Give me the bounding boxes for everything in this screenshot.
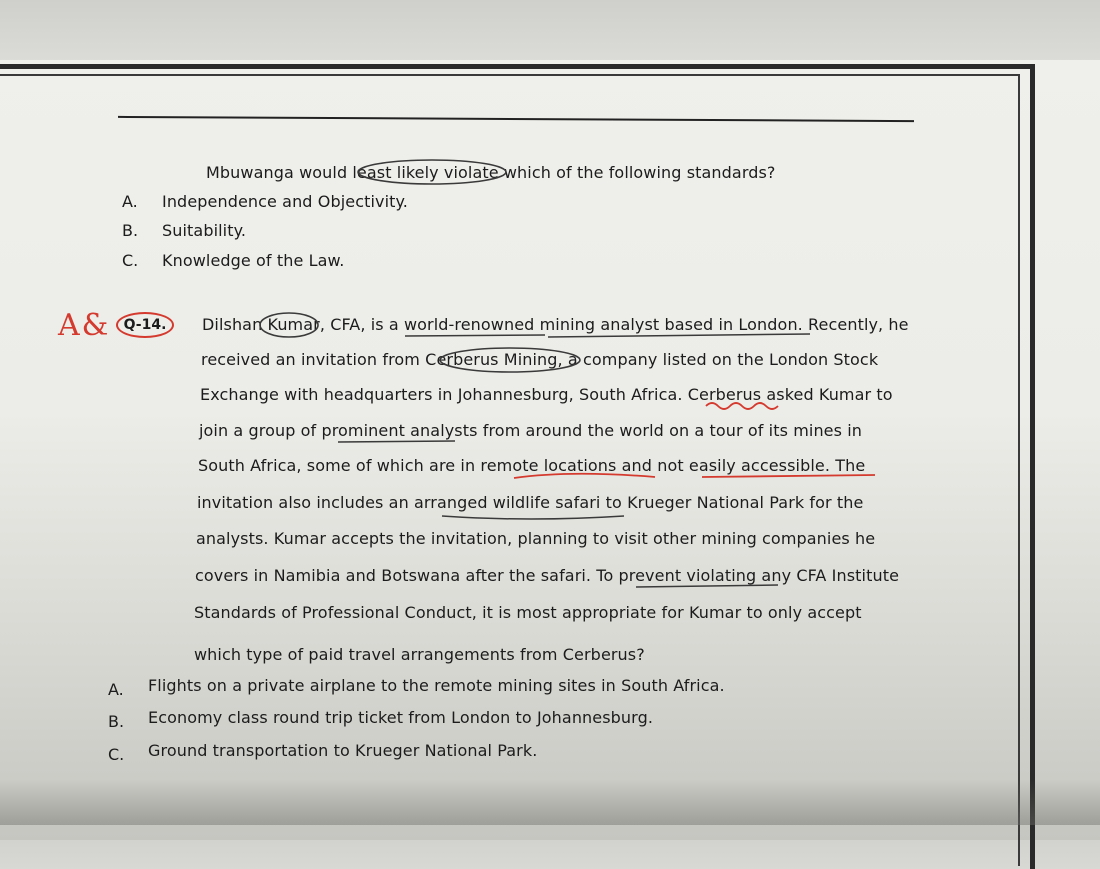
circle-kumar	[260, 313, 318, 337]
option-b-text: Economy class round trip ticket from London to Johannesburg.	[148, 708, 654, 727]
question-body-line-2: received an invitation from Cerberus Mining, a company listed on the London Stock	[201, 350, 879, 369]
option-c-text: Ground transportation to Krueger National Park.	[148, 741, 538, 760]
underline-not-easily-accessible	[702, 475, 875, 477]
option-a-text: Flights on a private airplane to the remote mining sites in South Africa.	[148, 676, 725, 695]
underline-prominent	[338, 441, 455, 442]
question-body-line-1: Dilshan Kumar, CFA, is a world-renowned mining analyst based in London. Recently, he	[202, 315, 909, 334]
squiggle-cerberus	[706, 403, 778, 409]
underline-arranged-wildlife-safari	[442, 516, 624, 519]
circle-cerberus-mining	[440, 348, 580, 372]
circle-least-likely-violate	[358, 160, 506, 184]
handwritten-answer-note: A&	[58, 308, 111, 343]
question-body-line-7: analysts. Kumar accepts the invitation, planning to visit other mining companies he	[196, 529, 876, 548]
bottom-shadow	[0, 780, 1100, 825]
question-body-line-8: covers in Namibia and Botswana after the safari. To prevent violating any CFA Institute	[195, 566, 900, 585]
question-body-line-3: Exchange with headquarters in Johannesburg, South Africa. Cerberus asked Kumar to	[200, 385, 893, 404]
prev-option-c-text: Knowledge of the Law.	[162, 251, 345, 270]
question-number: Q-14.	[116, 312, 174, 338]
prev-option-a-text: Independence and Objectivity.	[162, 192, 408, 211]
option-a-letter: A.	[108, 680, 124, 699]
question-body-line-9: Standards of Professional Conduct, it is most appropriate for Kumar to only accept	[194, 603, 862, 622]
underline-mining-analyst	[548, 334, 810, 337]
underline-world-renowned	[405, 335, 545, 336]
prev-option-b-letter: B.	[122, 221, 139, 240]
question-body-line-5: South Africa, some of which are in remote locations and not easily accessible. The	[198, 456, 866, 475]
prev-option-c-letter: C.	[122, 251, 139, 270]
question-body-line-6: invitation also includes an arranged wildlife safari to Krueger National Park for the	[197, 493, 864, 512]
question-body-line-4: join a group of prominent analysts from around the world on a tour of its mines in	[199, 421, 863, 440]
underline-prevent-violating	[636, 585, 778, 587]
option-b-letter: B.	[108, 712, 125, 731]
question-body-line-10: which type of paid travel arrangements from Cerberus?	[194, 645, 645, 664]
underline-remote-locations	[514, 474, 655, 478]
prev-option-b-text: Suitability.	[162, 221, 247, 240]
prev-question-stem: Mbuwanga would least likely violate which of the following standards?	[206, 163, 776, 182]
option-c-letter: C.	[108, 745, 125, 764]
prev-option-a-letter: A.	[122, 192, 138, 211]
